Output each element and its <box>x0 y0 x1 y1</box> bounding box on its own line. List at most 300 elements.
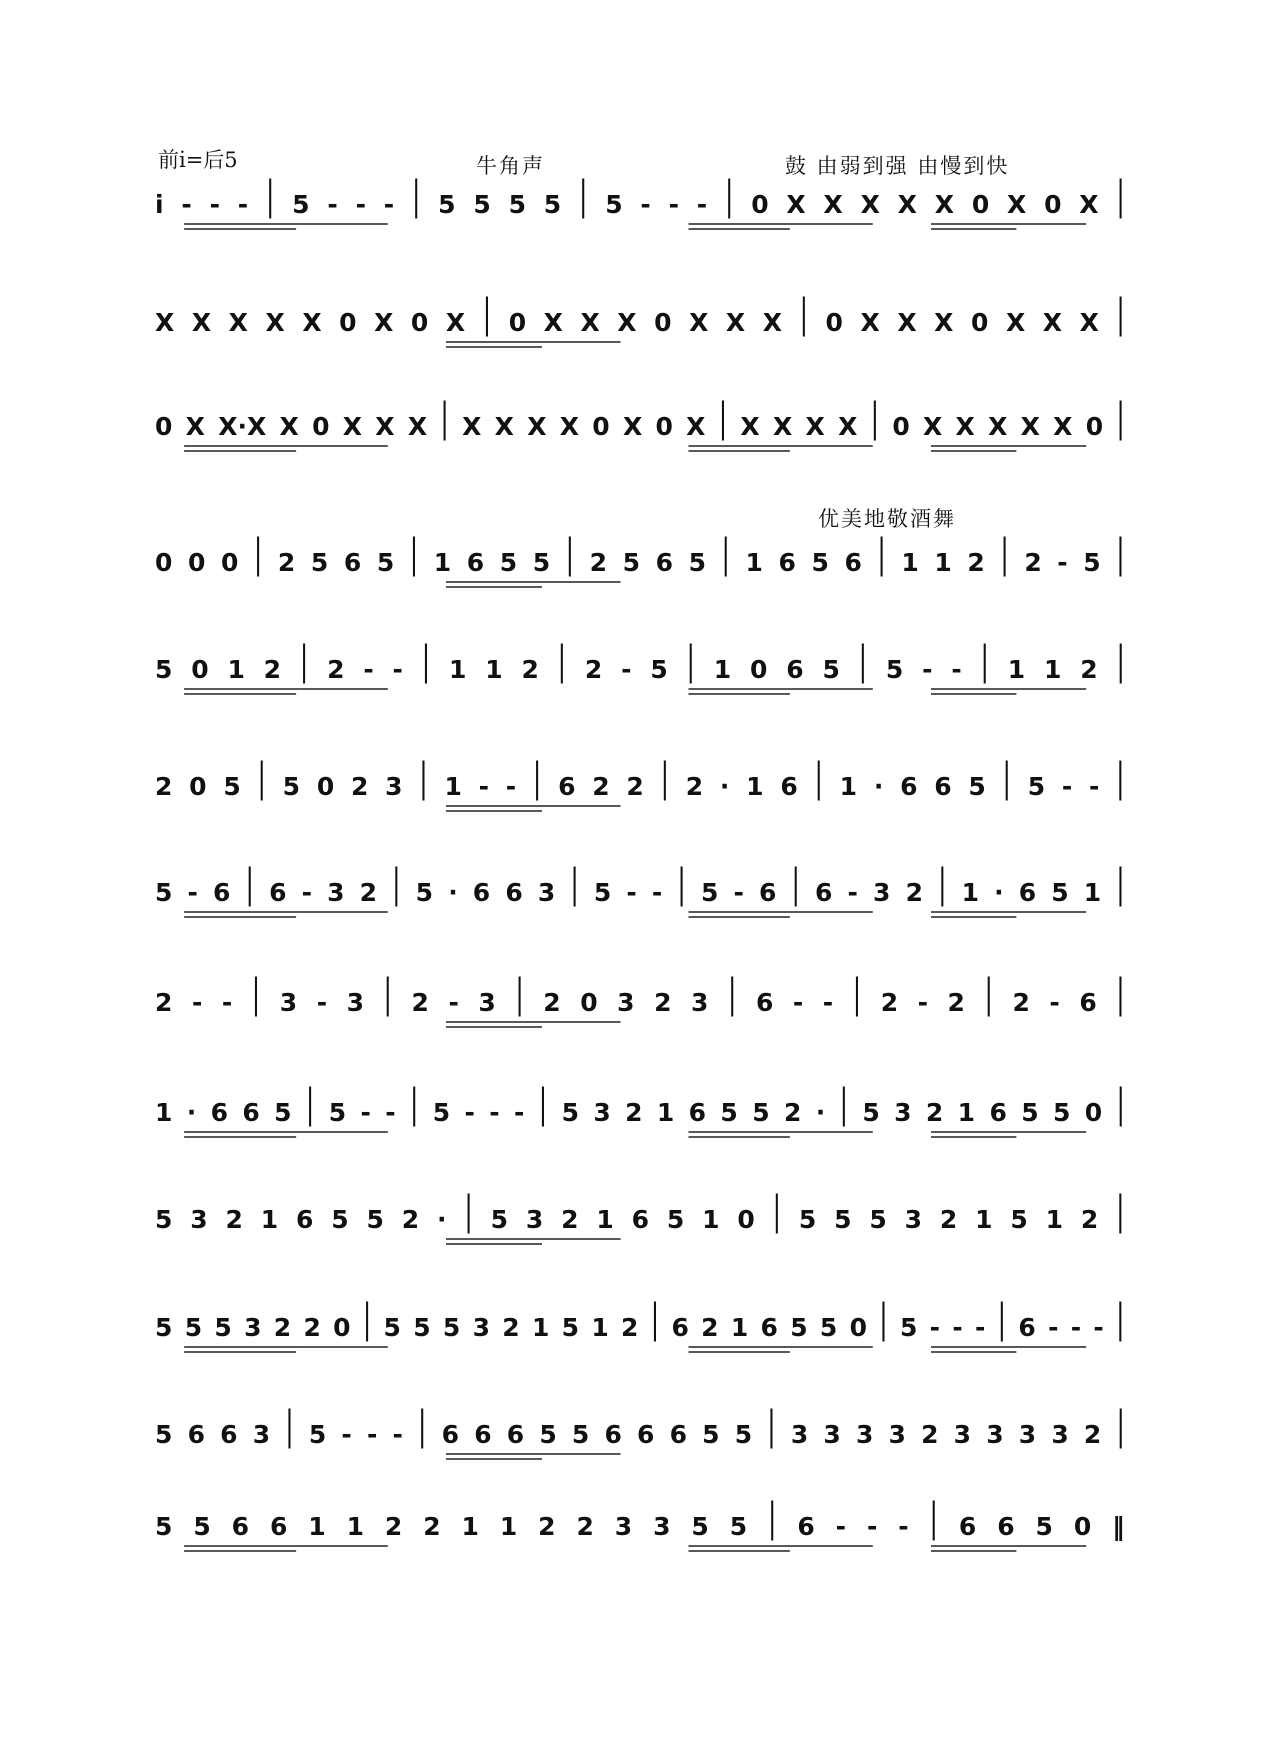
note: X <box>786 190 806 219</box>
note: 5 <box>383 1313 401 1342</box>
note: 6 <box>669 1420 687 1449</box>
score-line-notes <box>155 754 1125 832</box>
barline: | <box>251 970 261 1017</box>
note: 3 <box>653 1512 671 1541</box>
score-line-notes <box>155 1187 1125 1265</box>
note: 5 <box>819 1313 838 1342</box>
note: 1 <box>656 1098 675 1127</box>
note: X <box>407 412 428 441</box>
note: X·X <box>218 412 267 441</box>
score-line <box>155 394 1125 472</box>
note: 1 <box>901 548 919 577</box>
note: 2 <box>1080 1205 1099 1234</box>
note: 2 <box>423 1512 441 1541</box>
note: X <box>543 308 563 337</box>
note: 5 <box>650 655 668 684</box>
barline: | <box>440 394 449 441</box>
note: 5 <box>729 1512 748 1541</box>
note: 2 <box>273 1313 292 1342</box>
barline: | <box>409 530 419 577</box>
barline: | <box>984 970 993 1017</box>
note: - <box>1048 1313 1059 1342</box>
note: - <box>621 655 632 684</box>
barline: | <box>852 970 862 1017</box>
note: X <box>191 308 212 337</box>
note: X <box>762 308 783 337</box>
note: 5 <box>490 1205 509 1234</box>
note: 5 <box>822 655 840 684</box>
note: · <box>994 878 1004 907</box>
note: 5 <box>666 1205 685 1234</box>
note: 3 <box>472 1313 490 1342</box>
note: 2 <box>939 1205 958 1234</box>
note: - <box>1093 1313 1104 1342</box>
note: 6 <box>505 878 523 907</box>
score-line <box>155 290 1125 368</box>
barline: | <box>419 754 428 801</box>
barline: | <box>1116 754 1125 801</box>
note: 5 <box>438 190 456 219</box>
note: 6 <box>187 1420 205 1449</box>
note: 5 <box>1051 878 1069 907</box>
note: X <box>622 412 643 441</box>
note: X <box>988 412 1008 441</box>
note: 5 <box>1027 772 1046 801</box>
score-line-notes <box>155 860 1125 938</box>
barline: | <box>870 394 880 441</box>
note: 5 <box>331 1205 349 1234</box>
note: 5 <box>539 1420 557 1449</box>
barline: | <box>814 754 823 801</box>
note: 1 <box>702 1205 720 1234</box>
note: - <box>448 988 459 1017</box>
note: 5 <box>899 1313 918 1342</box>
barline: | <box>1000 530 1009 577</box>
barline: | <box>791 860 800 907</box>
note: 2 <box>1024 548 1042 577</box>
note: 0 <box>410 308 429 337</box>
note: 3 <box>894 1098 912 1127</box>
note: 6 <box>474 1420 492 1449</box>
note: 3 <box>953 1420 972 1449</box>
note: - <box>392 1420 403 1449</box>
note: · <box>437 1205 447 1234</box>
note: - <box>866 1512 878 1541</box>
key-change-label: 前i̇=后5 <box>158 148 238 172</box>
note: 2 <box>327 655 345 684</box>
note: 1 <box>461 1512 479 1541</box>
note: 5 <box>1083 548 1101 577</box>
note: 6 <box>844 548 862 577</box>
note: - <box>209 190 220 219</box>
barline: | <box>305 1080 315 1127</box>
barline: | <box>1116 1295 1125 1342</box>
note: - <box>898 1512 909 1541</box>
score-line-notes <box>155 394 1125 472</box>
note: - <box>505 772 517 801</box>
note: 5 <box>155 878 173 907</box>
note: 5 <box>561 1098 579 1127</box>
note: 3 <box>855 1420 874 1449</box>
note: 6 <box>655 548 673 577</box>
note: 0 <box>155 412 173 441</box>
note: 6 <box>472 878 491 907</box>
note: 6 <box>778 548 796 577</box>
note: 6 <box>466 548 485 577</box>
note: - <box>181 190 192 219</box>
barline: | <box>578 172 588 219</box>
note: X <box>302 308 322 337</box>
score-line <box>155 1295 1125 1373</box>
note: 2 <box>783 1098 802 1127</box>
note: 5 <box>184 1313 203 1342</box>
note: 0 <box>892 412 910 441</box>
note: - <box>792 988 804 1017</box>
note: 3 <box>593 1098 611 1127</box>
barline: | <box>383 970 392 1017</box>
note: 6 <box>242 1098 260 1127</box>
note: X <box>462 412 482 441</box>
note: 0 <box>508 308 527 337</box>
note: - <box>733 878 744 907</box>
note: - <box>1061 772 1073 801</box>
note: 5 <box>155 1420 173 1449</box>
note: X <box>265 308 285 337</box>
note: 5 <box>811 548 829 577</box>
note: 5 <box>499 548 518 577</box>
note: 2 <box>538 1512 556 1541</box>
note: · <box>719 772 730 801</box>
note: X <box>823 190 843 219</box>
barline: | <box>392 860 401 907</box>
note: 2 <box>576 1512 594 1541</box>
note: 3 <box>244 1313 262 1342</box>
note: 6 <box>343 548 362 577</box>
note: 6 <box>558 772 576 801</box>
note: 5 <box>968 772 986 801</box>
note: 1 <box>485 655 503 684</box>
note: 6 <box>758 878 777 907</box>
note: 5 <box>155 1313 173 1342</box>
note: 5 <box>155 1512 173 1541</box>
note: 6 <box>231 1512 250 1541</box>
note: - <box>316 988 328 1017</box>
note: 0 <box>187 548 206 577</box>
note: 3 <box>346 988 365 1017</box>
barline: | <box>464 1187 473 1234</box>
note: 6 <box>220 1420 238 1449</box>
note: 0 <box>1085 412 1104 441</box>
barline: | <box>245 860 254 907</box>
note: 1 <box>1007 655 1026 684</box>
note: 3 <box>1018 1420 1037 1449</box>
note: 2 <box>155 988 173 1017</box>
note: 6 <box>1079 988 1097 1017</box>
barline: | <box>409 1080 419 1127</box>
note: · <box>186 1098 197 1127</box>
note: 0 <box>750 655 768 684</box>
note: 5 <box>328 1098 347 1127</box>
note: X <box>374 308 394 337</box>
note: - <box>696 190 708 219</box>
score-line-notes <box>155 530 1125 608</box>
note: 5 <box>720 1098 738 1127</box>
note: 6 <box>604 1420 622 1449</box>
note: 0 <box>312 412 330 441</box>
barline: | <box>570 860 579 907</box>
note: 3 <box>385 772 403 801</box>
note: X <box>805 412 825 441</box>
note: 3 <box>904 1205 923 1234</box>
note: 3 <box>614 1512 633 1541</box>
note: X <box>922 412 943 441</box>
barline: | <box>721 530 730 577</box>
note: 2 <box>225 1205 243 1234</box>
barline: | <box>768 1494 777 1541</box>
note: 2 <box>1083 1420 1102 1449</box>
barline: | <box>1116 530 1125 577</box>
note: 5 <box>605 190 623 219</box>
note: X <box>342 412 363 441</box>
note: - <box>489 1098 500 1127</box>
note: 1 <box>346 1512 364 1541</box>
note: 5 <box>1021 1098 1039 1127</box>
note: - <box>392 655 403 684</box>
barline: | <box>997 1295 1007 1342</box>
note: 6 <box>688 1098 707 1127</box>
note: 6 <box>934 772 952 801</box>
note: 3 <box>790 1420 809 1449</box>
note: X <box>934 190 955 219</box>
note: 5 <box>366 1205 384 1234</box>
note: - <box>626 878 637 907</box>
barline: | <box>767 1402 776 1449</box>
note: X <box>1042 308 1063 337</box>
note: 2 <box>625 1098 643 1127</box>
note: 6 <box>1018 878 1037 907</box>
barline: | <box>938 860 947 907</box>
note: 5 <box>376 548 395 577</box>
barline: | <box>877 530 886 577</box>
note: 3 <box>691 988 709 1017</box>
note: 1 <box>1045 1205 1064 1234</box>
note: 2 <box>584 655 603 684</box>
score-line-notes <box>155 290 1125 368</box>
note: · <box>873 772 884 801</box>
barline: | <box>677 860 686 907</box>
note: 3 <box>537 878 556 907</box>
note: 0 <box>751 190 769 219</box>
note: 2 <box>921 1420 939 1449</box>
note: 3 <box>986 1420 1004 1449</box>
note: 1 <box>444 772 462 801</box>
note: 6 <box>760 1313 778 1342</box>
note: 2 <box>502 1313 520 1342</box>
note: - <box>1070 1313 1082 1342</box>
score-line-notes <box>155 1494 1125 1572</box>
score-line <box>155 637 1125 715</box>
note: 5 <box>571 1420 590 1449</box>
note: 3 <box>873 878 891 907</box>
note: i̇ <box>155 190 164 219</box>
note: 5 <box>834 1205 852 1234</box>
note: 5 <box>193 1512 211 1541</box>
note: 6 <box>755 988 774 1017</box>
note: 6 <box>441 1420 460 1449</box>
note: 0 <box>971 190 990 219</box>
note: 2 <box>626 772 644 801</box>
barline: | <box>929 1494 938 1541</box>
note: 2 <box>654 988 672 1017</box>
barline: | <box>285 1402 294 1449</box>
note: 5 <box>282 772 301 801</box>
note: 5 <box>688 548 706 577</box>
note: 1 <box>713 655 732 684</box>
note: - <box>929 1313 941 1342</box>
note: 5 <box>798 1205 817 1234</box>
note: - <box>1089 772 1100 801</box>
note: · <box>815 1098 826 1127</box>
note: 0 <box>339 308 357 337</box>
note: 3 <box>888 1420 906 1449</box>
score-line <box>155 1402 1125 1480</box>
note: 6 <box>210 1098 229 1127</box>
note: 2 <box>701 1313 719 1342</box>
note: 5 <box>862 1098 880 1127</box>
note: 5 <box>432 1098 451 1127</box>
note: 5 <box>274 1098 292 1127</box>
note: 1 <box>531 1313 550 1342</box>
note: 3 <box>1051 1420 1069 1449</box>
note: 5 <box>508 190 526 219</box>
note: 0 <box>825 308 843 337</box>
note: 2 <box>685 772 704 801</box>
note: 1 <box>746 772 764 801</box>
note: X <box>860 190 880 219</box>
note: 2 <box>589 548 608 577</box>
note: 2 <box>543 988 561 1017</box>
barline: | <box>650 1295 660 1342</box>
note: 1 <box>596 1205 614 1234</box>
barline: | <box>1116 172 1125 219</box>
note: X <box>155 308 175 337</box>
note: 1 <box>839 772 858 801</box>
barline: | <box>980 637 989 684</box>
note: 1 <box>961 878 980 907</box>
note: 2 <box>263 655 282 684</box>
score-line <box>155 530 1125 608</box>
note: 5 <box>214 1313 232 1342</box>
note: X <box>772 412 793 441</box>
note: - <box>355 190 366 219</box>
barline: | <box>482 290 492 337</box>
note: 6 <box>997 1512 1015 1541</box>
score-line-notes <box>155 970 1125 1048</box>
note: 1 <box>591 1313 609 1342</box>
note: 6 <box>958 1512 977 1541</box>
note: 0 <box>333 1313 351 1342</box>
note: 6 <box>269 878 287 907</box>
note: - <box>464 1098 475 1127</box>
note: 5 <box>1052 1098 1071 1127</box>
note: 1 <box>499 1512 518 1541</box>
note: 2 <box>277 548 296 577</box>
note: - <box>651 878 663 907</box>
barline: | <box>362 1295 372 1342</box>
note: 2 <box>1012 988 1030 1017</box>
note: - <box>951 655 962 684</box>
note: X <box>559 412 580 441</box>
note: X <box>689 308 709 337</box>
note: X <box>860 308 880 337</box>
barline: | <box>515 970 524 1017</box>
barline: | <box>565 530 575 577</box>
note: - <box>383 190 395 219</box>
note: - <box>922 655 933 684</box>
note: 5 <box>155 1205 173 1234</box>
score-line <box>155 860 1125 938</box>
note: 3 <box>525 1205 544 1234</box>
note: - <box>366 1420 378 1449</box>
note: - <box>668 190 679 219</box>
note: 1 <box>957 1098 976 1127</box>
note: - <box>822 988 834 1017</box>
barline: | <box>257 754 266 801</box>
barline: | <box>799 290 808 337</box>
note: 5 <box>885 655 904 684</box>
barline: | <box>1116 637 1125 684</box>
note: 2 <box>1080 655 1098 684</box>
note: 5 <box>223 772 241 801</box>
note: - <box>1049 988 1060 1017</box>
barline: | <box>1116 860 1125 907</box>
note: - <box>191 988 203 1017</box>
note: 6 <box>900 772 918 801</box>
note: 0 <box>737 1205 755 1234</box>
score-line <box>155 172 1125 250</box>
barline: | <box>299 637 309 684</box>
note: 3 <box>327 878 345 907</box>
note: 3 <box>279 988 298 1017</box>
barline: | <box>532 754 542 801</box>
note: - <box>237 190 249 219</box>
note: X <box>617 308 637 337</box>
note: X <box>375 412 395 441</box>
note: 2 <box>359 878 378 907</box>
note: 6 <box>780 772 798 801</box>
note: 0 <box>849 1313 867 1342</box>
note: 0 <box>970 308 989 337</box>
barline: | <box>686 637 695 684</box>
note: 5 <box>593 878 612 907</box>
note: 5 <box>415 878 434 907</box>
note: 3 <box>823 1420 841 1449</box>
note: X <box>725 308 746 337</box>
note: 1 <box>934 548 952 577</box>
barline: | <box>772 1187 782 1234</box>
note: 5 <box>869 1205 887 1234</box>
barline: | <box>411 172 421 219</box>
barline: | <box>858 637 868 684</box>
barline: | <box>418 1402 427 1449</box>
note: 0 <box>191 655 209 684</box>
barline: | <box>1002 754 1011 801</box>
barline: | <box>1116 970 1125 1017</box>
note: 2 <box>350 772 369 801</box>
note: - <box>917 988 929 1017</box>
score-line-notes <box>155 1295 1125 1373</box>
note: 5 <box>473 190 491 219</box>
